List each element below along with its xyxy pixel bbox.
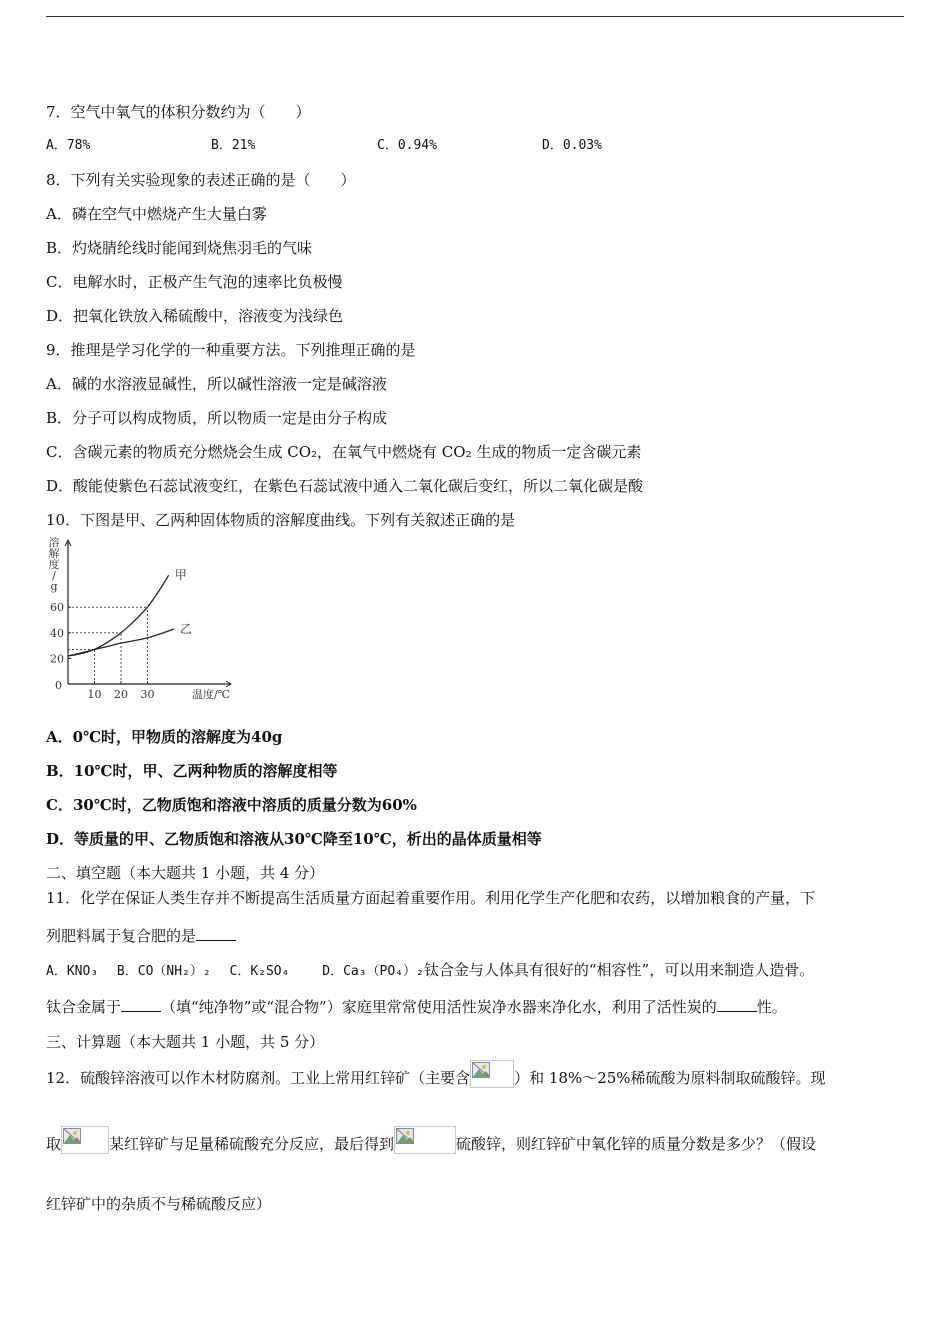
q12-line1-a: 12．硫酸锌溶液可以作木材防腐剂。工业上常用红锌矿（主要含 [46,1069,471,1087]
q11-line4-a: 钛合金属于 [46,998,122,1016]
q10-option-c[interactable]: C．30℃时，乙物质饱和溶液中溶质的质量分数为60% [46,796,417,814]
mass-image-icon [61,1126,109,1154]
product-mass-image-icon [394,1126,456,1154]
q12-line1 [46,1060,826,1096]
q9-option-d[interactable]: D．酸能使紫色石蕊试液变红，在紫色石蕊试液中通入二氧化碳后变红，所以二氧化碳是酸 [46,477,644,495]
q11-line4 [46,997,787,1017]
q12-line2-a: 取 [46,1135,62,1153]
q8-option-a[interactable]: A．磷在空气中燃烧产生大量白雾 [46,205,267,223]
q12-line2-c: 硫酸锌，则红锌矿中氧化锌的质量分数是多少？（假设 [456,1135,817,1153]
q11-option-d[interactable]: D．Ca₃（PO₄）₂ [322,964,424,979]
q11-line4-b: （填“纯净物”或“混合物”）家庭里常常使用活性炭净水器来净化水，利用了活性炭的 [161,998,717,1016]
y-tick-label: 60 [50,601,64,615]
formula-image-icon [470,1060,514,1088]
q12-line3: 红锌矿中的杂质不与稀硫酸反应） [46,1195,272,1213]
q9-option-b[interactable]: B．分子可以构成物质，所以物质一定是由分子构成 [46,409,388,427]
x-tick-label: 20 [114,688,128,701]
q7-option-d[interactable]: D．0.03% [542,138,602,153]
q11-option-c[interactable]: C．K₂SO₄ [229,964,290,979]
q11-line1: 11．化学在保证人类生存并不断提高生活质量方面起着重要作用。利用化学生产化肥和农药，以增加粮食的产量，下 [46,889,816,907]
q9-option-a[interactable]: A．碱的水溶液显碱性，所以碱性溶液一定是碱溶液 [46,375,387,393]
q11-answer-blank-3[interactable] [717,997,757,1012]
q7-option-c[interactable]: C．0.94% [377,138,437,153]
section-3-heading: 三、计算题（本大题共 1 小题，共 5 分） [46,1033,325,1051]
q7-option-b[interactable]: B．21% [211,138,256,153]
y-axis-label: 溶解度/ g [48,536,60,593]
q11-line2 [46,926,236,946]
x-tick-label: 30 [140,688,155,701]
y-tick-label: 20 [50,652,64,666]
q9-option-c[interactable]: C．含碳元素的物质充分燃烧会生成 CO₂，在氧气中燃烧有 CO₂ 生成的物质一定含碳元素 [46,443,642,461]
q10-option-b[interactable]: B．10℃时，甲、乙两种物质的溶解度相等 [46,762,338,780]
solubility-chart [40,534,240,702]
section-2-heading: 二、填空题（本大题共 1 小题，共 4 分） [46,864,325,882]
origin-label: 0 [55,679,62,692]
q11-line3-tail: 钛合金与人体具有很好的“相容性”，可以用来制造人造骨。 [423,961,815,979]
q12-line2-b: 某红锌矿与足量稀硫酸充分反应，最后得到 [109,1135,395,1153]
q8-option-b[interactable]: B．灼烧腈纶线时能闻到烧焦羽毛的气味 [46,239,313,257]
q12-line2 [46,1126,816,1162]
q8-option-c[interactable]: C．电解水时，正极产生气泡的速率比负极慢 [46,273,343,291]
q11-option-a[interactable]: A．KNO₃ [46,964,99,979]
q10-option-a[interactable]: A．0℃时，甲物质的溶解度为40g [46,728,283,746]
q12-line1-b: ）和 18%～25%稀硫酸为原料制取硫酸锌。现 [514,1069,826,1087]
q9-stem: 9．推理是学习化学的一种重要方法。下列推理正确的是 [46,341,416,359]
q8-stem: 8．下列有关实验现象的表述正确的是（ ） [46,171,356,189]
q10-option-d[interactable]: D．等质量的甲、乙物质饱和溶液从30℃降至10℃，析出的晶体质量相等 [46,830,542,848]
x-axis-label: 温度/℃ [192,688,231,701]
q11-line2-text: 列肥料属于复合肥的是 [46,927,197,945]
x-tick-label: 10 [87,688,102,701]
q11-line4-c: 性。 [756,998,787,1016]
q11-answer-blank-2[interactable] [121,997,161,1012]
q10-stem: 10．下图是甲、乙两种固体物质的溶解度曲线。下列有关叙述正确的是 [46,511,516,529]
header-rule [46,16,904,17]
series-label-yi: 乙 [180,621,193,636]
q11-answer-blank-1[interactable] [196,926,236,941]
q7-option-a[interactable]: A．78% [46,138,91,153]
q8-option-d[interactable]: D．把氧化铁放入稀硫酸中，溶液变为浅绿色 [46,307,344,325]
series-label-jia: 甲 [174,568,187,583]
y-tick-label: 40 [50,626,64,640]
q11-option-b[interactable]: B．CO（NH₂）₂ [116,964,211,979]
q11-line3 [46,960,814,982]
q7-stem: 7．空气中氧气的体积分数约为（ ） [46,103,311,121]
